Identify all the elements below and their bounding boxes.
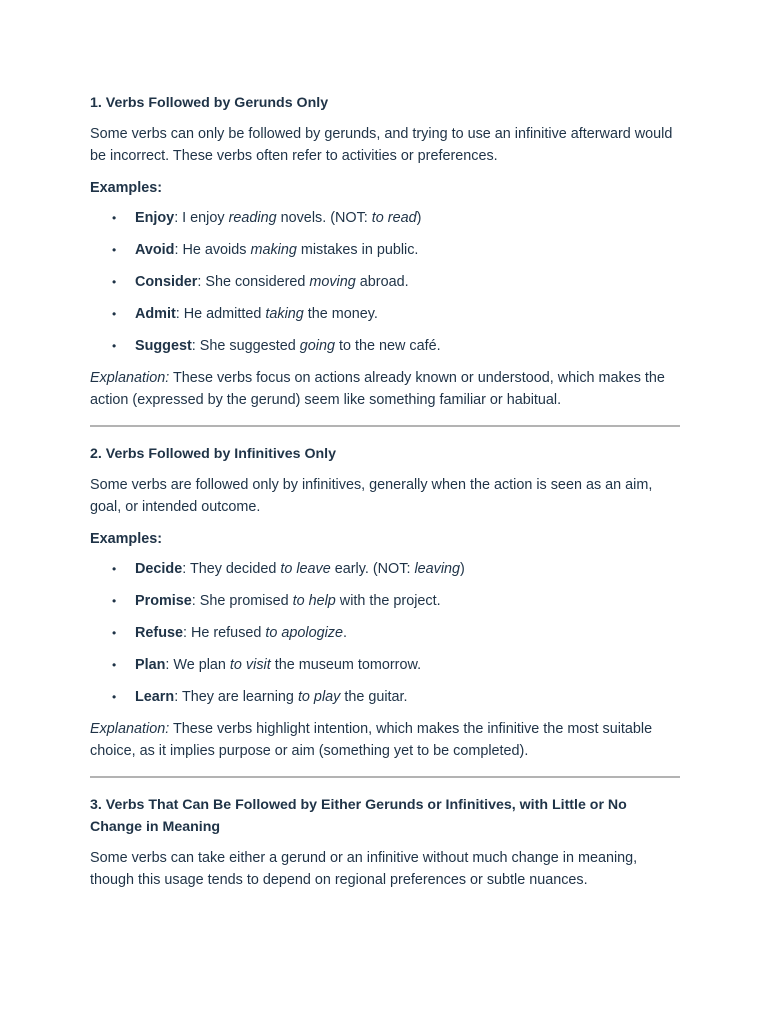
bullet-icon: •	[112, 594, 117, 608]
list-item	[90, 558, 680, 580]
list-item	[90, 335, 680, 357]
section-intro: Some verbs are followed only by infinitives, generally when the action is seen as an aim, goal, or intended outcome.	[90, 477, 653, 515]
section-divider	[90, 425, 680, 427]
example-text: early. (NOT:	[330, 561, 415, 577]
example-text: .	[343, 625, 348, 641]
explanation-text: These verbs highlight intention, which makes the infinitive the most suitable choice, as it implies purpose or aim (something yet to be completed).	[90, 721, 653, 759]
example-text: the museum tomorrow.	[270, 657, 422, 673]
example-emphasis: making	[250, 242, 297, 258]
example-emphasis: leaving	[414, 561, 461, 577]
example-text: : They are learning	[174, 689, 298, 705]
explanation-label: Explanation:	[90, 370, 170, 386]
examples-label: Examples:	[90, 531, 162, 547]
example-text: : He admitted	[175, 306, 266, 322]
example-text: to the new café.	[335, 338, 441, 354]
bullet-icon: •	[112, 275, 117, 289]
bullet-icon: •	[112, 339, 117, 353]
example-text: : We plan	[165, 657, 230, 673]
bullet-icon: •	[112, 658, 117, 672]
section-title: 3. Verbs That Can Be Followed by Either Gerunds or Infinitives, with Little or No Change in Meaning	[90, 797, 627, 835]
example-verb: Plan	[135, 657, 166, 673]
section-divider	[90, 776, 680, 778]
section-either-form	[90, 794, 680, 891]
example-verb: Decide	[135, 561, 183, 577]
explanation-paragraph	[90, 718, 680, 762]
example-verb: Avoid	[135, 242, 175, 258]
example-emphasis: to help	[292, 593, 336, 609]
section-gerunds-only	[90, 92, 680, 411]
example-text: )	[460, 561, 465, 577]
example-text: the guitar.	[340, 689, 408, 705]
bullet-icon: •	[112, 690, 117, 704]
list-item	[90, 590, 680, 612]
list-item	[90, 303, 680, 325]
example-text: mistakes in public.	[296, 242, 419, 258]
example-verb: Suggest	[135, 338, 192, 354]
document-content	[90, 92, 680, 901]
example-text: : She considered	[197, 274, 310, 290]
example-text: )	[416, 210, 422, 226]
example-verb: Promise	[135, 593, 192, 609]
example-verb: Refuse	[135, 625, 183, 641]
example-text: : She suggested	[191, 338, 300, 354]
example-emphasis: reading	[228, 210, 277, 226]
example-verb: Consider	[135, 274, 198, 290]
example-text: the money.	[303, 306, 378, 322]
example-text: with the project.	[335, 593, 441, 609]
example-text: : He avoids	[174, 242, 251, 258]
list-item	[90, 271, 680, 293]
example-text: : I enjoy	[174, 210, 229, 226]
list-item	[90, 622, 680, 644]
example-emphasis: moving	[309, 274, 356, 290]
examples-label: Examples:	[90, 180, 162, 196]
list-item	[90, 654, 680, 676]
example-emphasis: to apologize	[265, 625, 344, 641]
example-text: abroad.	[355, 274, 409, 290]
section-intro: Some verbs can only be followed by gerunds, and trying to use an infinitive afterward would be incorrect. These verbs often refer to activities or preferences.	[90, 126, 673, 164]
section-infinitives-only	[90, 443, 680, 762]
list-item	[90, 239, 680, 261]
bullet-icon: •	[112, 307, 117, 321]
example-verb: Learn	[135, 689, 175, 705]
explanation-paragraph	[90, 367, 680, 411]
bullet-icon: •	[112, 243, 117, 257]
example-emphasis: to read	[371, 210, 417, 226]
bullet-icon: •	[112, 211, 117, 225]
example-text: : She promised	[191, 593, 293, 609]
section-title: 2. Verbs Followed by Infinitives Only	[90, 446, 336, 462]
example-emphasis: to play	[297, 689, 341, 705]
list-item	[90, 686, 680, 708]
example-text: : They decided	[182, 561, 281, 577]
example-verb: Enjoy	[135, 210, 175, 226]
example-emphasis: taking	[265, 306, 304, 322]
section-intro: Some verbs can take either a gerund or an infinitive without much change in meaning, though this usage tends to depend on regional preferences or subtle nuances.	[90, 850, 638, 888]
bullet-icon: •	[112, 626, 117, 640]
explanation-label: Explanation:	[90, 721, 170, 737]
list-item	[90, 207, 680, 229]
explanation-text: These verbs focus on actions already known or understood, which makes the action (expressed by the gerund) seem like something familiar or habitual.	[90, 370, 665, 408]
example-emphasis: to visit	[229, 657, 271, 673]
bullet-icon: •	[112, 562, 117, 576]
example-text: : He refused	[183, 625, 266, 641]
example-text: novels. (NOT:	[276, 210, 372, 226]
example-emphasis: going	[299, 338, 336, 354]
section-title: 1. Verbs Followed by Gerunds Only	[90, 95, 329, 111]
examples-list	[90, 558, 680, 708]
examples-list	[90, 207, 680, 357]
example-verb: Admit	[135, 306, 176, 322]
example-emphasis: to leave	[280, 561, 331, 577]
